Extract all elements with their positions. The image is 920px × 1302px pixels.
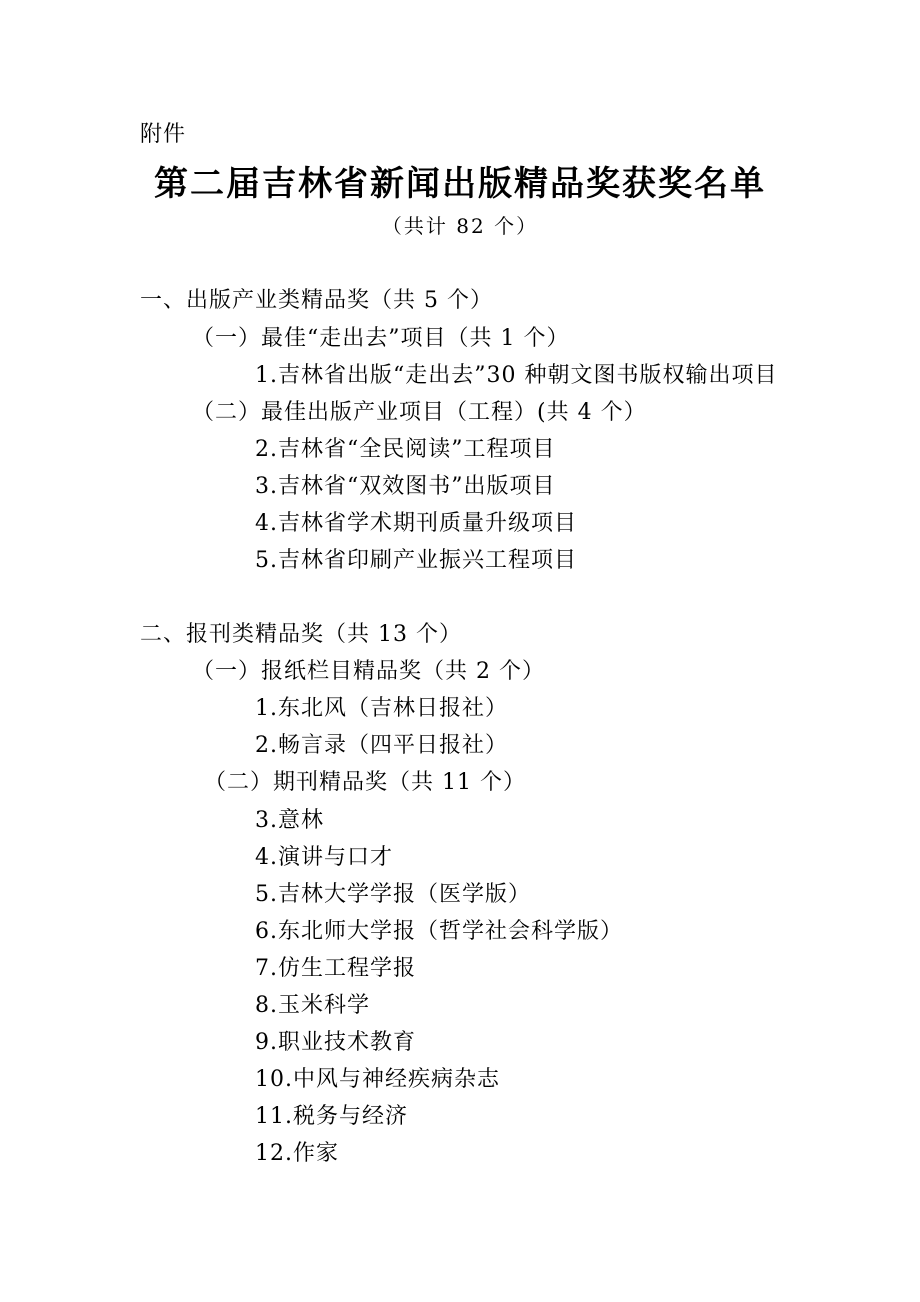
subsection-heading: （一）最佳“走出去”项目（共 1 个）	[192, 326, 570, 351]
list-item: 12.作家	[255, 1141, 339, 1166]
list-item: 2.畅言录（四平日报社）	[255, 733, 508, 758]
page-subtitle: （共计 82 个）	[381, 214, 539, 238]
page-title: 第二届吉林省新闻出版精品奖获奖名单	[154, 164, 766, 204]
section-heading: 二、报刊类精品奖（共 13 个）	[140, 622, 462, 647]
list-item: 5.吉林省印刷产业振兴工程项目	[255, 548, 577, 573]
attachment-label: 附件	[140, 122, 187, 147]
list-item: 8.玉米科学	[255, 993, 370, 1018]
list-item: 3.意林	[255, 808, 324, 833]
list-item: 2.吉林省“全民阅读”工程项目	[255, 437, 556, 462]
section-heading: 一、出版产业类精品奖（共 5 个）	[140, 288, 493, 313]
subsection-heading: （一）报纸栏目精品奖（共 2 个）	[192, 659, 545, 684]
list-item: 6.东北师大学报（哲学社会科学版）	[255, 919, 623, 944]
list-item: 11.税务与经济	[255, 1104, 408, 1129]
subsection-heading: （二）期刊精品奖（共 11 个）	[204, 770, 526, 795]
list-item: 4.演讲与口才	[255, 845, 393, 870]
list-item: 4.吉林省学术期刊质量升级项目	[255, 511, 577, 536]
list-item: 1.吉林省出版“走出去”30 种朝文图书版权输出项目	[255, 363, 778, 388]
list-item: 10.中风与神经疾病杂志	[255, 1067, 500, 1092]
list-item: 3.吉林省“双效图书”出版项目	[255, 474, 556, 499]
list-item: 7.仿生工程学报	[255, 956, 416, 981]
subsection-heading: （二）最佳出版产业项目（工程）(共 4 个）	[192, 400, 647, 425]
list-item: 5.吉林大学学报（医学版）	[255, 882, 531, 907]
list-item: 9.职业技术教育	[255, 1030, 416, 1055]
list-item: 1.东北风（吉林日报社）	[255, 696, 508, 721]
